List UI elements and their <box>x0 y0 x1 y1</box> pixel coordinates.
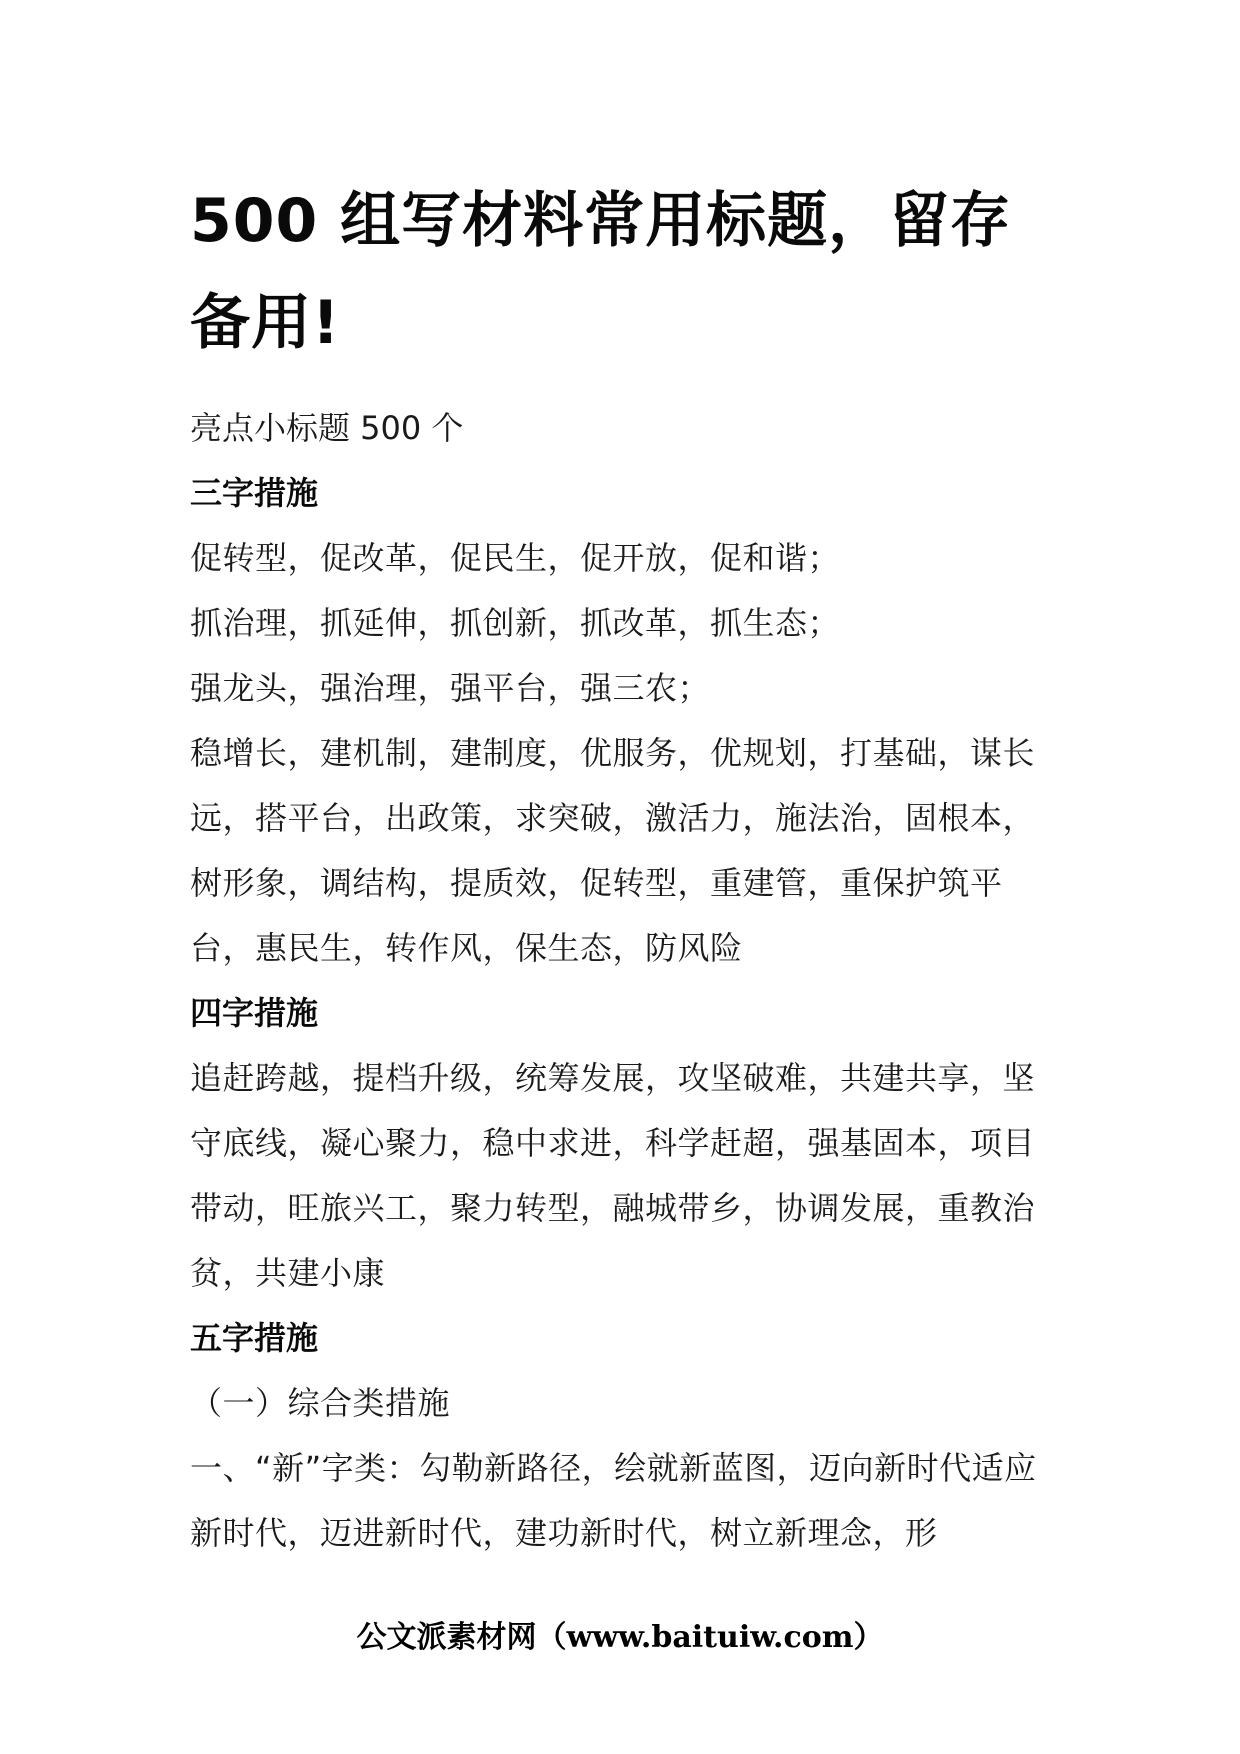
section-three-char <box>190 461 1060 981</box>
paragraph: 抓治理，抓延伸，抓创新，抓改革，抓生态； <box>190 604 841 642</box>
paragraph: 追赶跨越，提档升级，统筹发展，攻坚破难，共建共享，坚守底线，凝心聚力，稳中求进，科学赶超，强基固本，项目带动，旺旅兴工，聚力转型，融城带乡，协调发展，重教治贫，共建小康 <box>190 1059 1036 1292</box>
section-heading: 四字措施 <box>190 994 319 1032</box>
section-four-char <box>190 981 1060 1306</box>
document-title: 500 组写材料常用标题，留存备用! <box>190 186 1012 358</box>
paragraph: 稳增长，建机制，建制度，优服务，优规划，打基础，谋长远，搭平台，出政策，求突破，激活力，施法治，固根本，树形象，调结构，提质效，促转型，重建管，重保护筑平台，惠民生，转作风，保生态，防风险 <box>190 734 1036 967</box>
paragraph: （一）综合类措施 <box>190 1384 451 1422</box>
paragraph: 一、“新”字类：勾勒新路径，绘就新蓝图，迈向新时代适应新时代，迈进新时代，建功新时代，树立新理念，形 <box>190 1449 1037 1552</box>
paragraph: 促转型，促改革，促民生，促开放，促和谐； <box>190 539 841 577</box>
section-heading: 五字措施 <box>190 1319 319 1357</box>
footer-watermark: 公文派素材网（www.baituiw.com） <box>356 1620 884 1655</box>
section-heading: 三字措施 <box>190 474 319 512</box>
paragraph: 强龙头，强治理，强平台，强三农； <box>190 669 711 707</box>
subtitle: 亮点小标题 500 个 <box>190 409 464 447</box>
section-five-char <box>190 1306 1060 1566</box>
document-body <box>190 170 1060 1566</box>
